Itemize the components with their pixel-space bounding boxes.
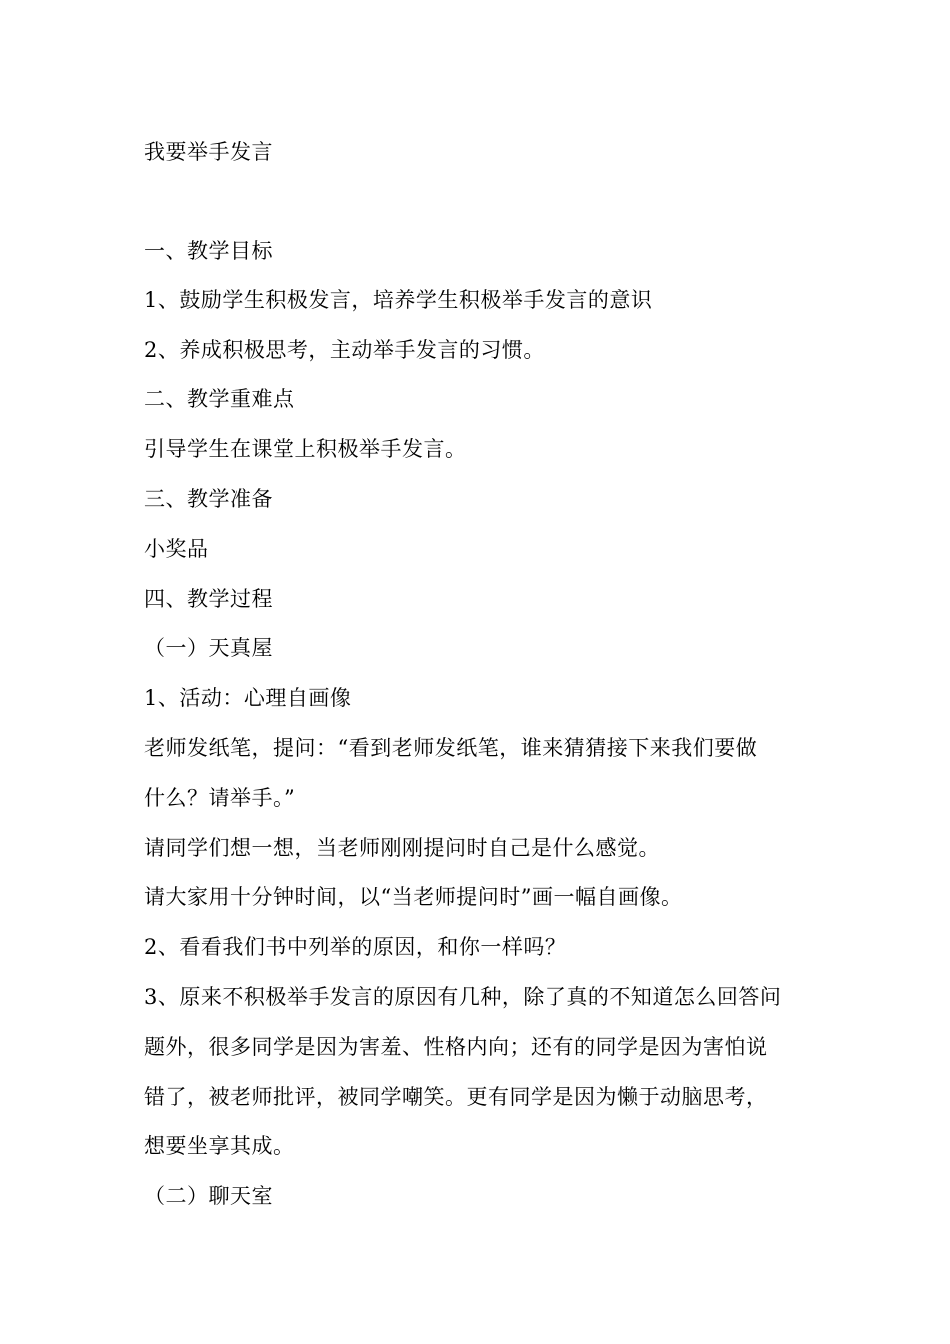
paragraph-line: 请大家用十分钟时间，以“当老师提问时”画一幅自画像。 [144,885,683,909]
preparation-text: 小奖品 [144,537,209,561]
objective-item-1: 1、鼓励学生积极发言，培养学生积极举手发言的意识 [144,288,653,312]
activity-heading: 1、活动：心理自画像 [144,686,352,710]
paragraph-line: 题外，很多同学是因为害羞、性格内向；还有的同学是因为害怕说 [144,1035,768,1059]
objective-item-2: 2、养成积极思考，主动举手发言的习惯。 [144,338,545,362]
section-heading-objectives: 一、教学目标 [144,239,273,263]
document-title: 我要举手发言 [144,140,273,164]
section-heading-preparation: 三、教学准备 [144,487,273,511]
paragraph-line: 想要坐享其成。 [144,1134,295,1158]
key-points-text: 引导学生在课堂上积极举手发言。 [144,437,467,461]
paragraph-line: 错了，被老师批评，被同学嘲笑。更有同学是因为懒于动脑思考， [144,1085,768,1109]
subsection-heading-2: （二）聊天室 [144,1184,273,1208]
list-item-3: 3、原来不积极举手发言的原因有几种，除了真的不知道怎么回答问 [144,985,782,1009]
list-item-2: 2、看看我们书中列举的原因，和你一样吗？ [144,935,567,959]
paragraph-line: 老师发纸笔，提问：“看到老师发纸笔，谁来猜猜接下来我们要做 [144,736,758,760]
section-heading-key-points: 二、教学重难点 [144,387,295,411]
paragraph-line: 请同学们想一想，当老师刚刚提问时自己是什么感觉。 [144,836,660,860]
subsection-heading-1: （一）天真屋 [144,636,273,660]
section-heading-process: 四、教学过程 [144,587,273,611]
paragraph-line: 什么？请举手。” [144,786,296,810]
